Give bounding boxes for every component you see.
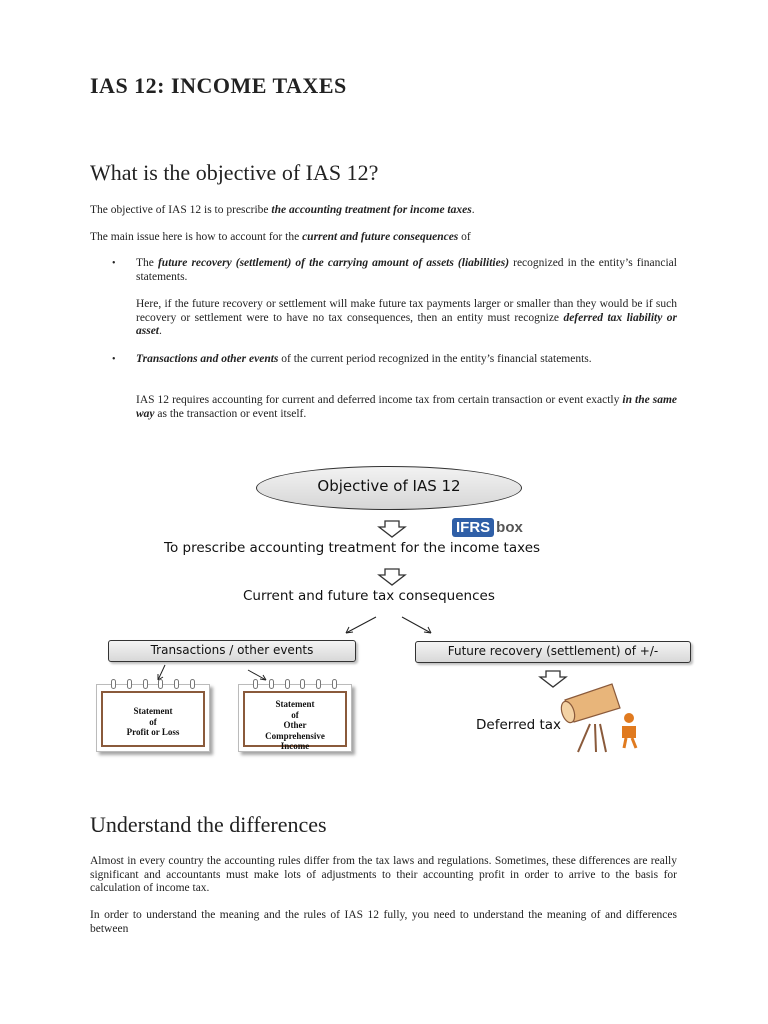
notepad-line: Profit or Loss [126, 727, 180, 737]
text-run: . [159, 325, 162, 337]
logo-main-text: IFRS [452, 518, 494, 537]
section-heading-differences: Understand the differences [90, 812, 327, 837]
notepad-line: Statement [275, 699, 315, 709]
ring-icon [127, 679, 132, 689]
emphasis-text: deferred tax liability or asset [136, 311, 677, 337]
telescope-figure-icon [559, 684, 636, 752]
ring-icon [190, 679, 195, 689]
objective-label: Objective of IAS 12 [317, 477, 461, 495]
ring-icon [285, 679, 290, 689]
notepad-text [241, 699, 349, 752]
down-arrow-icon [540, 671, 566, 687]
consequences-label: Current and future tax consequences [243, 588, 495, 604]
notepad-line: of [149, 716, 157, 727]
notepad-line: Comprehensive [265, 730, 325, 741]
notepad-rings [111, 679, 195, 689]
text-run: The [136, 257, 158, 269]
down-arrow-icon [379, 521, 405, 537]
text-run: of the current period recognized in the entity’s financial statements. [278, 353, 592, 365]
ring-icon [332, 679, 337, 689]
differences-paragraph-2: In order to understand the meaning and the rules of IAS 12 fully, you need to understand the meaning of and differences between [90, 909, 677, 935]
down-arrow-icon [379, 569, 405, 585]
differences-paragraph-1: Almost in every country the accounting rules differ from the tax laws and regulations. Sometimes, these differences are really significant and accountants must make lots of adjustments to their accounting profit in order to arrive to the basis for calculation of income tax. [90, 855, 677, 894]
text-run: Here, if the future recovery or settlement will make future tax payments larger or smaller than they would be if such recovery or settlement were to have no tax consequences, then an entity must recognize [136, 298, 677, 324]
text-run: IAS 12 requires accounting for current and deferred income tax from certain transaction or event exactly [136, 394, 623, 406]
text-run: The main issue here is how to account for the [90, 231, 303, 243]
notepad-rings [253, 679, 337, 689]
ring-icon [111, 679, 116, 689]
emphasis-text: the accounting treatment for income taxes [271, 204, 472, 216]
other-comprehensive-income-notepad [238, 684, 352, 752]
document-title: IAS 12: INCOME TAXES [90, 73, 347, 98]
ring-icon [300, 679, 305, 689]
prescribe-label: To prescribe accounting treatment for the income taxes [164, 540, 541, 556]
text-run: . [471, 204, 475, 216]
notepad-line: Statement [133, 706, 173, 716]
notepad-line: Other [283, 720, 307, 730]
arrow-right-icon [402, 617, 431, 633]
ifrsbox-logo [452, 516, 523, 538]
section-heading-objective: What is the objective of IAS 12? [90, 160, 379, 185]
emphasis-text: Transactions and other events [136, 353, 279, 365]
profit-or-loss-notepad [96, 684, 210, 752]
text-run: recognized in the entity’s financial statements. [136, 257, 677, 283]
arrow-to-pad-icon [158, 665, 165, 680]
ring-icon [174, 679, 179, 689]
ring-icon [143, 679, 148, 689]
ring-icon [269, 679, 274, 689]
text-run: as the transaction or event itself. [154, 407, 307, 420]
text-run: of [458, 231, 471, 243]
bullet-marker: • [112, 354, 116, 365]
notepad-text [99, 706, 207, 738]
notepad-line: of [291, 709, 299, 720]
ring-icon [158, 679, 163, 689]
deferred-tax-label: Deferred tax [476, 717, 562, 733]
bullet-marker: • [112, 258, 116, 269]
text-run: The objective of IAS 12 is to prescribe [90, 204, 272, 216]
logo-sub-text: box [496, 518, 523, 536]
emphasis-text: in the same way [136, 394, 678, 420]
emphasis-text: future recovery (settlement) of the carrying amount of assets (liabilities) [157, 257, 510, 269]
arrow-left-icon [346, 617, 376, 633]
transactions-box: Transactions / other events [108, 640, 356, 662]
future-recovery-box: Future recovery (settlement) of +/- [415, 641, 691, 663]
ring-icon [316, 679, 321, 689]
notepad-line: Income [280, 741, 310, 751]
ring-icon [253, 679, 258, 689]
emphasis-text: current and future consequences [302, 231, 459, 243]
